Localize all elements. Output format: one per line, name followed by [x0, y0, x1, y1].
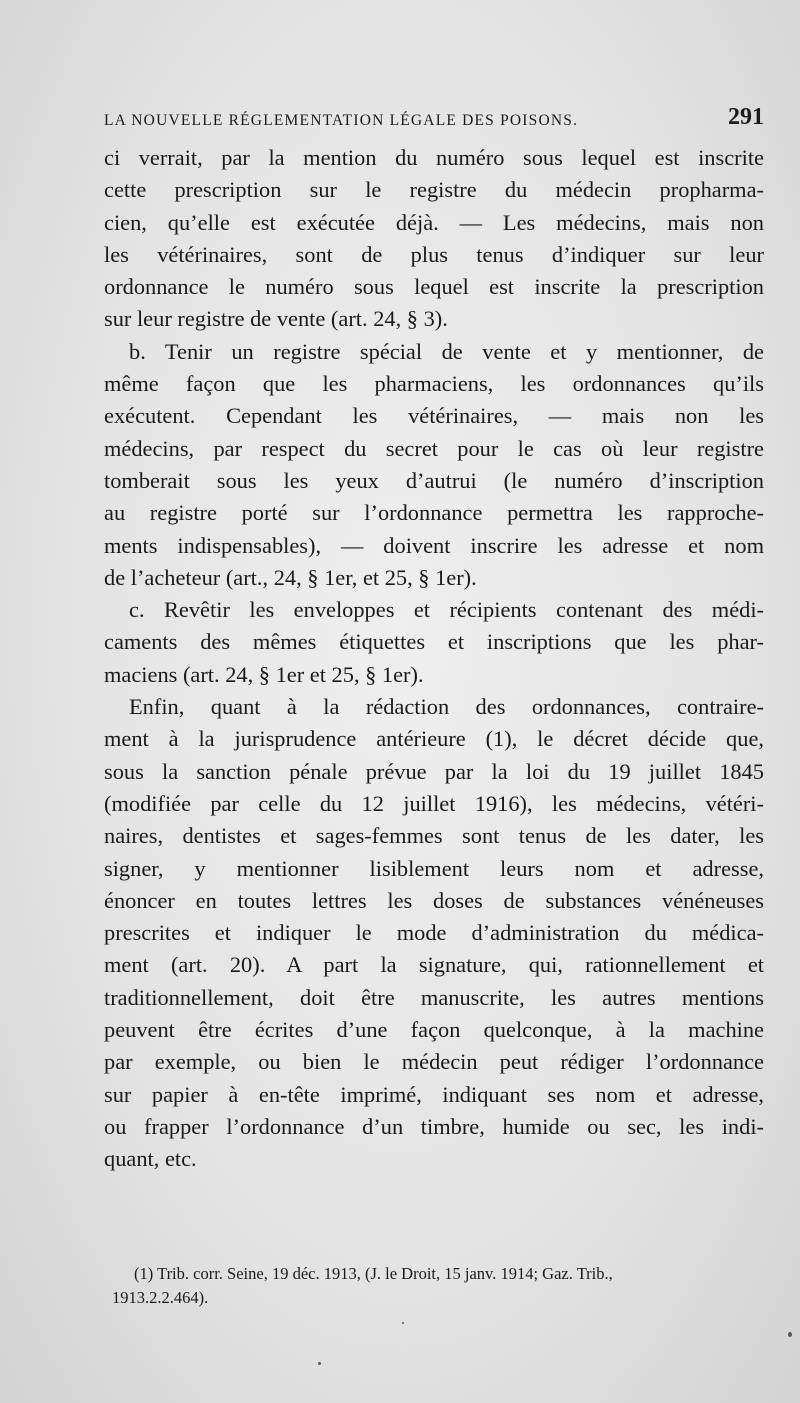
text-line: de l’acheteur (art., 24, § 1er, et 25, § 1er).	[104, 564, 477, 590]
text-line: ci verrait, par la mention du numéro sous lequel est inscrite	[104, 145, 764, 170]
text-line: médecins, par respect du secret pour le cas où leur registre	[104, 435, 764, 461]
text-line: ordonnance le numéro sous lequel est inscrite la prescription	[104, 274, 764, 300]
text-line: cette prescription sur le registre du médecin propharma-	[104, 177, 764, 203]
text-line: b. Tenir un registre spécial de vente et y mentionner, de	[129, 338, 764, 364]
page-number: 291	[728, 104, 764, 130]
running-head: LA NOUVELLE RÉGLEMENTATION LÉGALE DES POISONS.	[104, 112, 579, 129]
text-line: cien, qu’elle est exécutée déjà. — Les médecins, mais non	[104, 209, 764, 235]
text-line: les vétérinaires, sont de plus tenus d’indiquer sur leur	[104, 241, 764, 267]
text-line: énoncer en toutes lettres les doses de substances vénéneuses	[104, 887, 764, 913]
text-line: ment à la jurisprudence antérieure (1), le décret décide que,	[104, 726, 764, 752]
text-line: Enfin, quant à la rédaction des ordonnances, contraire-	[129, 694, 764, 720]
text-line: ou frapper l’ordonnance d’un timbre, humide ou sec, les indi-	[104, 1113, 764, 1139]
text-line: maciens (art. 24, § 1er et 25, § 1er).	[104, 661, 424, 687]
text-line: quant, etc.	[104, 1146, 197, 1172]
text-line: exécutent. Cependant les vétérinaires, — mais non les	[104, 403, 764, 429]
text-line: ments indispensables), — doivent inscrire les adresse et nom	[104, 532, 764, 558]
text-line: caments des mêmes étiquettes et inscriptions que les phar-	[104, 629, 764, 655]
text-line: sous la sanction pénale prévue par la loi du 19 juillet 1845	[104, 758, 764, 784]
page-header	[104, 104, 764, 136]
text-line: traditionnellement, doit être manuscrite, les autres mentions	[104, 984, 764, 1010]
footnote-line: 1913.2.2.464).	[112, 1288, 209, 1307]
text-line: par exemple, ou bien le médecin peut rédiger l’ordonnance	[104, 1049, 764, 1075]
text-line: tomberait sous les yeux d’autrui (le numéro d’inscription	[104, 467, 764, 493]
footnotes	[112, 1262, 792, 1310]
footnote-line: (1) Trib. corr. Seine, 19 déc. 1913, (J. le Droit, 15 janv. 1914; Gaz. Trib.,	[134, 1264, 613, 1283]
text-line: signer, y mentionner lisiblement leurs nom et adresse,	[104, 855, 764, 881]
text-line: sur papier à en-tête imprimé, indiquant ses nom et adresse,	[104, 1081, 764, 1107]
text-line: sur leur registre de vente (art. 24, § 3).	[104, 306, 448, 332]
text-line: naires, dentistes et sages-femmes sont tenus de les dater, les	[104, 823, 764, 849]
text-line: ment (art. 20). A part la signature, qui, rationnellement et	[104, 952, 764, 978]
text-line: au registre porté sur l’ordonnance permettra les rapproche-	[104, 500, 764, 526]
text-line: prescrites et indiquer le mode d’administration du médica-	[104, 920, 764, 946]
speck	[318, 1362, 321, 1365]
text-line: c. Revêtir les enveloppes et récipients contenant des médi-	[129, 597, 764, 623]
text-line: (modifiée par celle du 12 juillet 1916), les médecins, vétéri-	[104, 790, 764, 816]
body-text	[104, 142, 764, 1176]
speck	[788, 1332, 792, 1337]
text-line: peuvent être écrites d’une façon quelconque, à la machine	[104, 1017, 764, 1043]
text-line: même façon que les pharmaciens, les ordonnances qu’ils	[104, 371, 764, 397]
speck	[402, 1322, 404, 1324]
